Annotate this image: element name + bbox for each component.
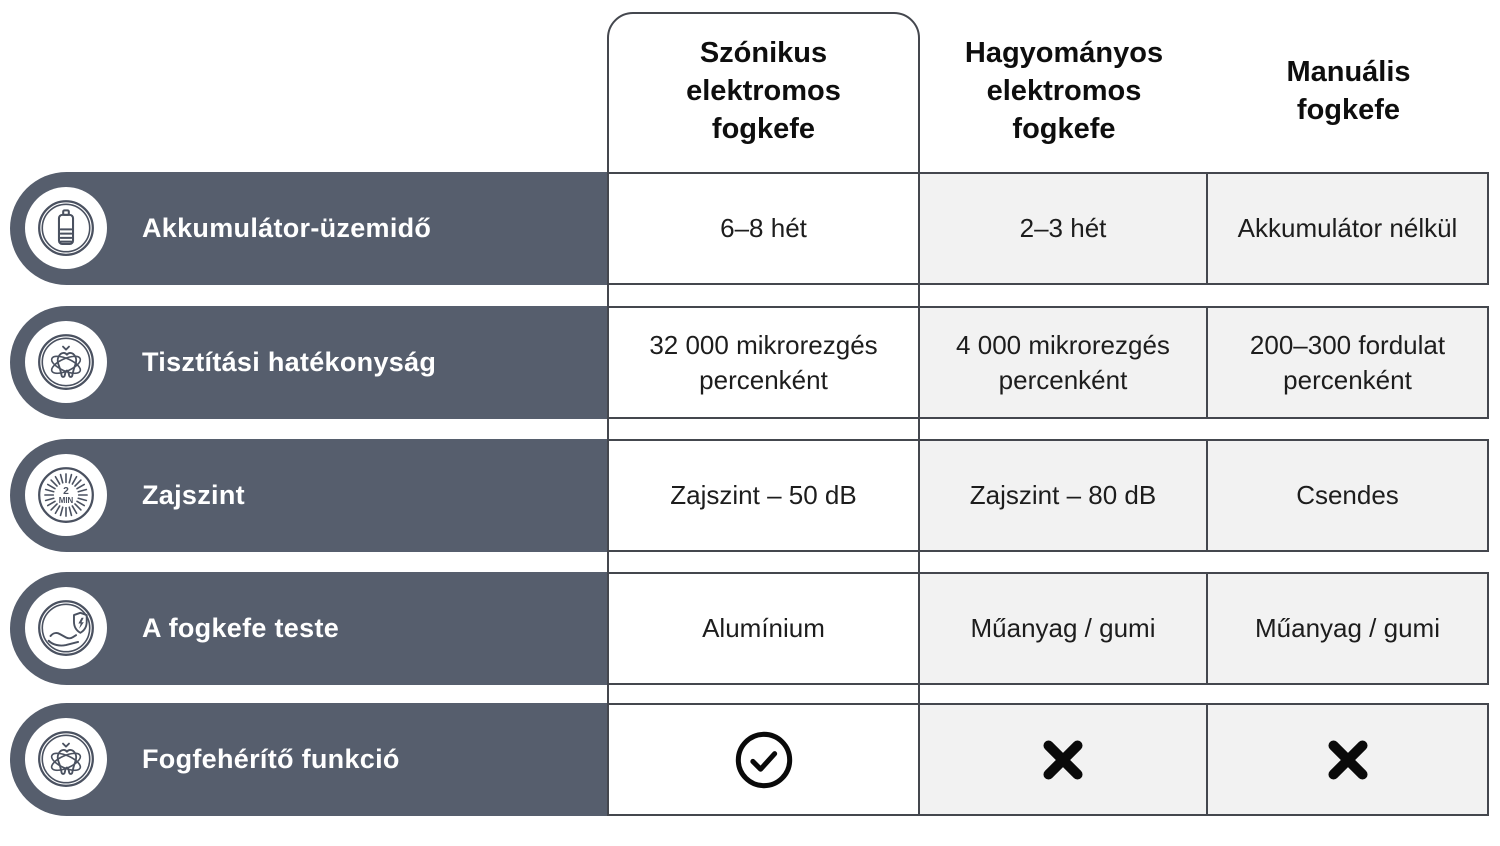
row-header-pill — [10, 439, 610, 552]
cell-row1-col1: 6–8 hét — [609, 172, 918, 285]
column-header-manual — [1208, 12, 1489, 172]
battery-icon — [25, 187, 107, 269]
cell-row4-col1: Alumínium — [609, 572, 918, 685]
cell-row5-col1 — [609, 703, 918, 816]
svg-text:2: 2 — [63, 486, 69, 498]
row-label: Akkumulátor-üzemidő — [142, 213, 432, 243]
sonic-tooth-icon — [25, 718, 107, 800]
row-label: Tisztítási hatékonyság — [142, 347, 437, 377]
cell-row4-col3: Műanyag / gumi — [1206, 572, 1489, 685]
cell-row2-col1: 32 000 mikrorezgés percenként — [609, 306, 918, 419]
cell-row2-col3: 200–300 fordulat percenként — [1206, 306, 1489, 419]
check-circle-icon — [733, 729, 795, 791]
hand-shield-icon — [25, 587, 107, 669]
column-header-manual-label: Manuális fogkefe — [1286, 56, 1411, 126]
cross-icon — [1321, 733, 1375, 787]
cell-row1-col3: Akkumulátor nélkül — [1206, 172, 1489, 285]
cell-row5-col2 — [918, 703, 1208, 816]
column-header-sonic-electric-label: Szónikus elektromos fogkefe — [686, 37, 841, 145]
cross-icon — [1036, 733, 1090, 787]
row-header-pill — [10, 172, 610, 285]
cell-row3-col2: Zajszint – 80 dB — [918, 439, 1208, 552]
column-header-traditional-electric — [920, 12, 1208, 172]
cell-row2-col2: 4 000 mikrorezgés percenként — [918, 306, 1208, 419]
svg-text:MIN: MIN — [58, 495, 74, 505]
cell-row3-col3: Csendes — [1206, 439, 1489, 552]
cell-row4-col2: Műanyag / gumi — [918, 572, 1208, 685]
row-header-pill — [10, 306, 610, 419]
row-label: Fogfehérítő funkció — [142, 744, 400, 774]
row-header-pill — [10, 703, 610, 816]
cell-row1-col2: 2–3 hét — [918, 172, 1208, 285]
row-label: Zajszint — [142, 480, 245, 510]
column-header-sonic-electric — [607, 12, 920, 172]
cell-row3-col1: Zajszint – 50 dB — [609, 439, 918, 552]
row-label: A fogkefe teste — [142, 613, 340, 643]
sonic-tooth-icon — [25, 321, 107, 403]
column-header-traditional-electric-label: Hagyományos elektromos fogkefe — [964, 37, 1164, 145]
cell-row5-col3 — [1206, 703, 1489, 816]
row-header-pill — [10, 572, 610, 685]
timer-2min-icon — [25, 454, 107, 536]
